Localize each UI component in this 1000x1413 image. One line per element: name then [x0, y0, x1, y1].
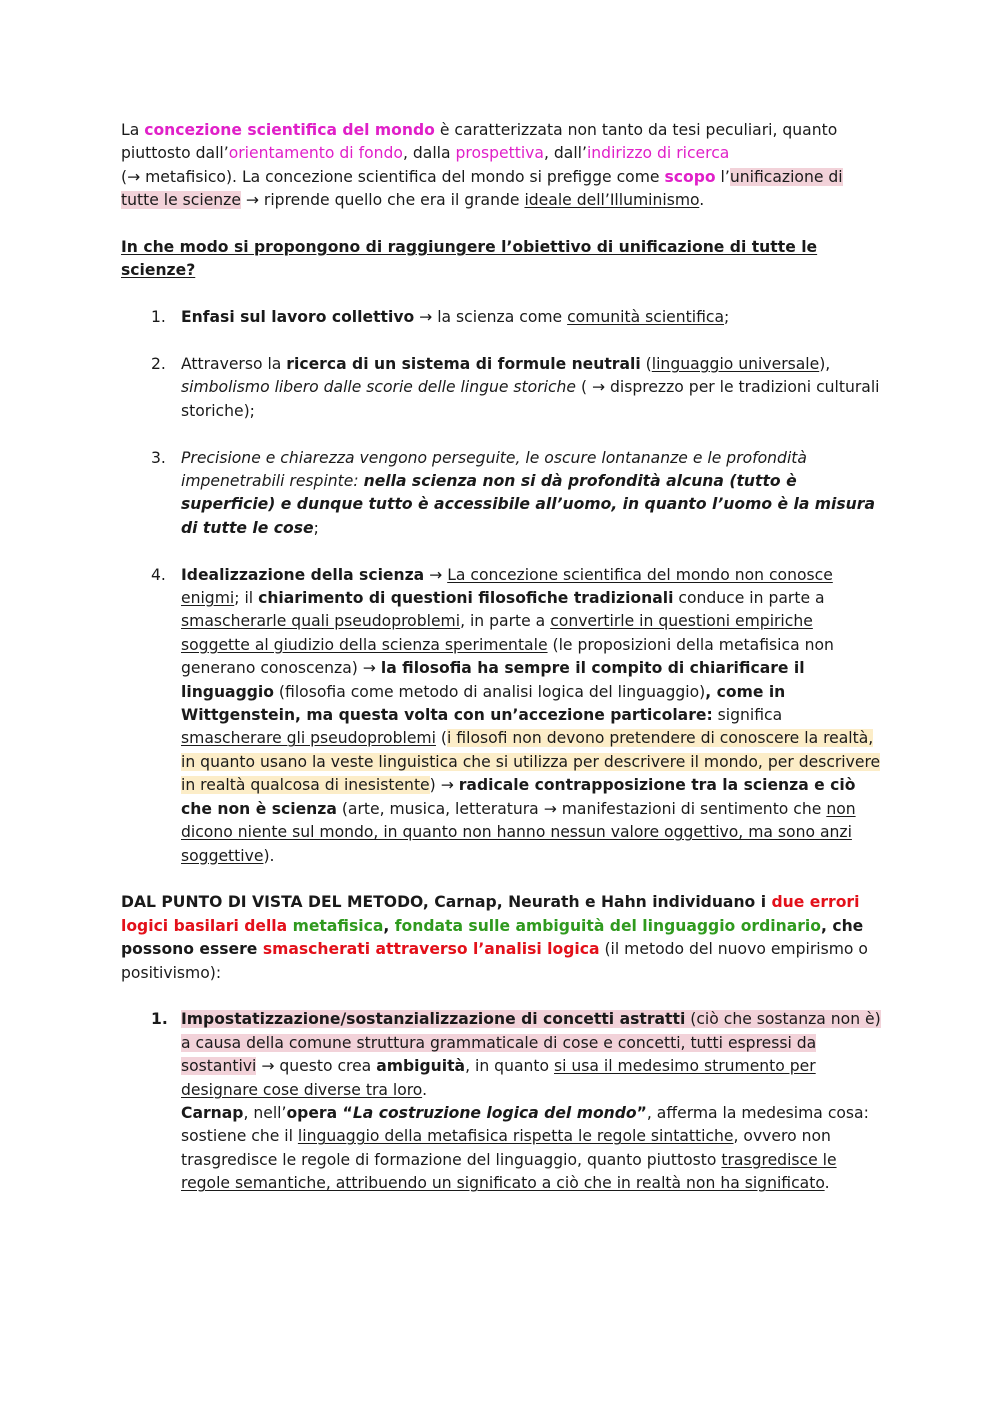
item-text: .	[422, 1080, 428, 1099]
intro-text: .	[699, 191, 705, 210]
spacer	[121, 330, 883, 353]
item-text: ; il	[234, 589, 259, 608]
list-item	[121, 306, 883, 329]
key-term-scopo: scopo	[664, 167, 716, 186]
method-bold-text: ,	[383, 916, 395, 935]
spacer	[121, 985, 883, 1008]
section-question-heading: In che modo si propongono di raggiungere l’obiettivo di unificazione di tutte le scienze?	[121, 238, 818, 280]
list-number: 3.	[151, 448, 166, 467]
key-term-concezione: concezione scientifica del mondo	[144, 121, 435, 139]
item-text: ;	[313, 518, 319, 537]
item-text: → questo crea	[256, 1057, 377, 1076]
key-term-analisi-logica: smascherati attraverso l’analisi logica	[262, 940, 600, 959]
list-item	[121, 353, 883, 423]
key-term-ambiguita: fondata sulle ambiguità del linguaggio ordinario	[394, 916, 821, 935]
intro-text: → riprende quello che era il grande	[240, 191, 525, 210]
item-text: Attraverso la	[181, 355, 287, 374]
item-text: (	[640, 355, 652, 374]
item-text: , afferma la medesima cosa: sostiene che il	[181, 1103, 869, 1146]
item-text: (	[435, 729, 447, 748]
item-text: (arte, musica, letteratura → manifestazioni di sentimento che	[336, 799, 827, 818]
book-title: La costruzione logica del mondo	[352, 1103, 637, 1122]
spacer	[121, 423, 883, 446]
item-text: →	[424, 565, 448, 584]
highlight-impostatizzazione: Impostatizzazione/sostanzializzazione di concetti astratti	[181, 1010, 686, 1029]
item-bold-text: ricerca di un sistema di formule neutrali	[286, 355, 641, 374]
item-bold-italic-text: nella scienza non si dà profondità alcuna (tutto è superficie) e dunque tutto è accessibile all’uomo, in quanto l’uomo è la misura di tutte le cose	[181, 472, 875, 537]
item-bold-text: , come in Wittgenstein, ma questa volta con un’accezione particolare:	[181, 682, 786, 725]
list-number: 1.	[151, 308, 166, 327]
spacer	[121, 868, 883, 891]
item-text: ).	[263, 846, 275, 865]
item-bold-text: ”	[636, 1103, 647, 1122]
item-underlined-text: convertirle in questioni empiriche soggette al giudizio della scienza sperimentale	[181, 612, 813, 654]
highlight-sostantivi: (ciò che sostanza non è) a causa della comune struttura grammaticale di cose e concetti, tutti espressi da sostantivi	[181, 1010, 881, 1076]
intro-text: , dalla	[402, 144, 456, 163]
objectives-list	[121, 306, 883, 868]
spacer	[121, 213, 883, 236]
item-underlined-text: comunità scientifica	[567, 308, 725, 327]
item-text: , nell’	[243, 1103, 287, 1122]
list-number: 4.	[151, 565, 166, 584]
item-text: .	[824, 1174, 830, 1193]
item-text: ),	[819, 355, 831, 374]
list-number: 2.	[151, 355, 166, 374]
key-term-errori: due errori logici basilari della	[121, 893, 860, 935]
highlight-filosofi: i filosofi non devono pretendere di conoscere la realtà, in quanto usano la veste linguistica che si utilizza per descrivere il mondo, per descrivere in realtà qualcosa di inesistente	[181, 729, 881, 795]
highlight-unificazione: unificazione di tutte le scienze	[121, 167, 843, 210]
item-underlined-text: trasgredisce le regole semantiche, attribuendo un significato a ciò che in realtà non ha significato	[181, 1150, 837, 1193]
item-bold-text: opera “	[286, 1103, 353, 1122]
item-text: conduce in parte a	[673, 589, 825, 608]
method-bold-text: , che possono essere	[121, 916, 864, 959]
key-term-orientamento: orientamento di fondo	[228, 144, 403, 163]
intro-paragraph	[121, 119, 883, 213]
item-bold-text: la filosofia ha sempre il compito di chiarificare il linguaggio	[181, 659, 805, 701]
item-underlined-text: smascherare gli pseudoproblemi	[181, 729, 436, 748]
item-bold-text: Idealizzazione della scienza	[181, 565, 425, 584]
list-item	[121, 564, 883, 868]
intro-text: l’	[715, 167, 730, 186]
item-underlined-text: si usa il medesimo strumento per designare cose diverse tra loro	[181, 1057, 816, 1099]
intro-text: è caratterizzata non tanto da tesi peculiari, quanto piuttosto dall’	[121, 121, 838, 163]
intro-text: La	[121, 121, 145, 139]
key-term-prospettiva: prospettiva	[455, 144, 544, 163]
intro-text: , dall’	[543, 144, 587, 163]
method-text: (il metodo del nuovo empirismo o positivismo):	[121, 940, 868, 982]
method-bold-text: DAL PUNTO DI VISTA DEL METODO, Carnap, Neurath e Hahn individuano i	[121, 893, 772, 912]
item-underlined-text: smascherarle quali pseudoproblemi	[181, 612, 461, 631]
item-text: ( → disprezzo per le tradizioni culturali storiche);	[181, 378, 880, 420]
item-underlined-text: linguaggio universale	[651, 355, 820, 374]
key-term-indirizzo: indirizzo di ricerca	[586, 144, 730, 163]
item-underlined-text: non dicono niente sul mondo, in quanto non hanno nessun valore oggettivo, ma sono anzi soggettive	[181, 799, 856, 865]
item-text: → la scienza come	[414, 308, 568, 327]
document-body	[121, 119, 883, 1196]
item-italic-text: Precisione e chiarezza vengono perseguite, le oscure lontananze e le profondità impenetrabili respinte:	[181, 448, 807, 491]
underline-illuminismo: ideale dell’Illuminismo	[524, 191, 700, 210]
item-text: , ovvero non trasgredisce le regole di formazione del linguaggio, quanto piuttosto	[181, 1127, 831, 1169]
spacer	[121, 283, 883, 306]
item-text: (le proposizioni della metafisica non generano conoscenza) →	[181, 635, 834, 678]
item-text: (filosofia come metodo di analisi logica del linguaggio)	[273, 682, 706, 701]
errors-list	[121, 1008, 883, 1195]
item-text: ;	[724, 308, 730, 327]
list-item	[121, 447, 883, 541]
item-bold-text: chiarimento di questioni filosofiche tradizionali	[258, 589, 674, 608]
item-bold-text: Carnap	[181, 1103, 244, 1122]
key-term-metafisica: metafisica	[292, 916, 384, 935]
intro-text: (→ metafisico). La concezione scientifica del mondo si prefigge come	[121, 167, 665, 186]
item-bold-text: Enfasi sul lavoro collettivo	[181, 308, 415, 327]
method-paragraph	[121, 891, 883, 985]
item-italic-text: simbolismo libero dalle scorie delle lingue storiche	[181, 378, 576, 397]
item-bold-text: radicale contrapposizione tra la scienza e ciò che non è scienza	[181, 776, 856, 818]
list-item	[121, 1008, 883, 1195]
item-text: significa	[712, 706, 783, 725]
item-text: ) →	[429, 776, 459, 795]
item-bold-text: ambiguità	[376, 1057, 466, 1076]
item-text: , in parte a	[460, 612, 551, 631]
item-underlined-text: linguaggio della metafisica rispetta le regole sintattiche	[297, 1127, 734, 1146]
item-underlined-text: La concezione scientifica del mondo non conosce enigmi	[181, 565, 833, 608]
item-text: , in quanto	[465, 1057, 554, 1076]
spacer	[121, 540, 883, 563]
list-number: 1.	[151, 1010, 168, 1029]
